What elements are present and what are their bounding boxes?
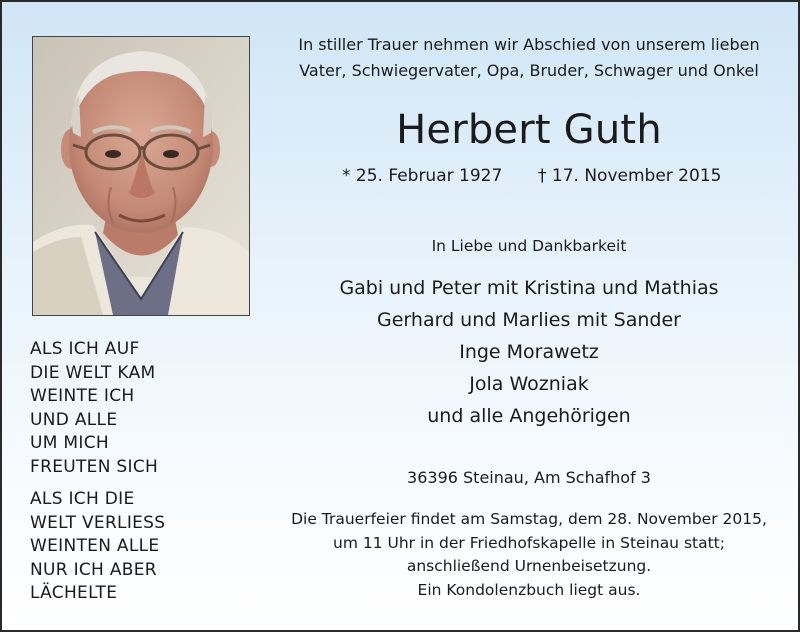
birth-date: * 25. Februar 1927 [342, 166, 503, 186]
notice-line: Die Trauerfeier findet am Samstag, dem 28. November 2015, [291, 510, 767, 528]
address: 36396 Steinau, Am Schafhof 3 [407, 468, 651, 487]
mourner-line: Gabi und Peter mit Kristina und Mathias [339, 277, 719, 299]
poem-line: ALS ICH DIE [30, 489, 135, 509]
intro-text [264, 32, 794, 84]
poem-line: LÄCHELTE [30, 583, 118, 603]
poem-line: DIE WELT KAM [30, 362, 156, 383]
poem-line: WEINTEN ALLE [30, 536, 160, 556]
poem-line: FREUTEN SICH [30, 456, 159, 477]
intro-line-2: Vater, Schwiegervater, Opa, Bruder, Schwager und Onkel [299, 61, 759, 80]
intro-line-1: In stiller Trauer nehmen wir Abschied von unserem lieben [298, 35, 760, 54]
death-date: † 17. November 2015 [538, 166, 722, 186]
mourner-line: und alle Angehörigen [427, 405, 631, 427]
notice-line: um 11 Uhr in der Friedhofskapelle in Steinau statt; [333, 533, 725, 552]
mourners-list [264, 272, 794, 432]
poem-line: WELT VERLIESS [30, 512, 166, 533]
mourner-line: Jola Wozniak [469, 373, 589, 395]
funeral-notice [264, 508, 794, 602]
mourner-line: Gerhard und Marlies mit Sander [377, 309, 681, 331]
poem-line: UM MICH [30, 433, 109, 453]
mourner-line: Inge Morawetz [459, 341, 599, 363]
poem-stanza-2 [30, 488, 250, 606]
poem-stanza-1 [30, 338, 250, 479]
notice-line: Ein Kondolenzbuch liegt aus. [417, 580, 641, 599]
notice-line: anschließend Urnenbeisetzung. [406, 557, 652, 575]
deceased-name: Herbert Guth [396, 107, 662, 153]
poem-line: NUR ICH ABER [30, 559, 157, 580]
poem-line: UND ALLE [30, 409, 118, 430]
poem-line: ALS ICH AUF [30, 339, 140, 359]
dedication-line: In Liebe und Dankbarkeit [431, 237, 627, 255]
poem-line: WEINTE ICH [30, 386, 135, 406]
portrait-photo [32, 36, 250, 316]
